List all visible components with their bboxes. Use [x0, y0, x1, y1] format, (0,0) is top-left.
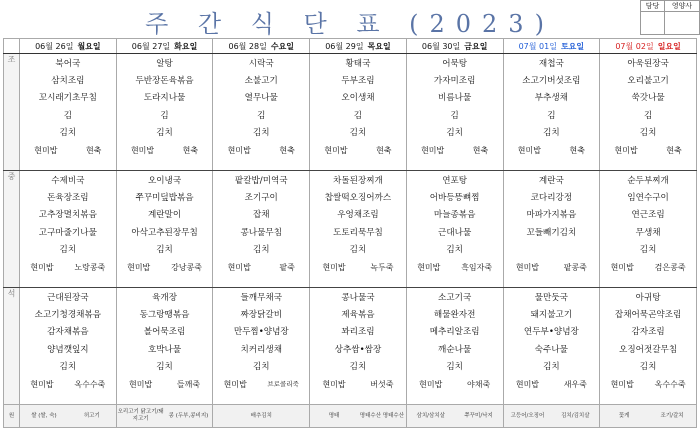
- menu-cell: [310, 288, 407, 405]
- day-header-thu: [310, 39, 407, 54]
- dish-item: 재첩국: [538, 59, 564, 69]
- day-header-mon: [20, 39, 117, 54]
- dish-item: 오이생채: [341, 93, 375, 104]
- origin-text: 허고기: [83, 412, 100, 419]
- dish-item: 육개장: [152, 293, 177, 303]
- dish-item: 메추리알조림: [429, 327, 480, 338]
- origin-cell-4: [310, 405, 407, 428]
- rice-line: [117, 259, 213, 276]
- dish-item: 시락국: [248, 59, 274, 69]
- dish-item: 두부조림: [341, 76, 375, 87]
- rice-line: [117, 142, 213, 159]
- dish-item: 열무나물: [244, 93, 278, 104]
- origin-text: 삼치/삼치살: [416, 412, 445, 419]
- day-header-row: [4, 39, 697, 54]
- menu-cell: [503, 171, 600, 288]
- menu-cell: [503, 288, 600, 405]
- day-date: 06월 27일: [131, 41, 171, 51]
- dish-item: 볼어묵조림: [143, 327, 186, 338]
- menu-cell: [600, 171, 697, 288]
- rice-line: [310, 376, 406, 393]
- origin-cell-3: [213, 405, 310, 428]
- rice-line: [213, 259, 309, 276]
- menu-cell: [20, 171, 117, 288]
- origin-text: 쌀 (쌀, 숙): [31, 412, 57, 419]
- rice-item: 현미밥: [417, 262, 441, 272]
- rice-item: 현미밥: [34, 145, 58, 155]
- dish-item: 김: [257, 110, 266, 121]
- dish-item: 치커리생채: [240, 344, 283, 355]
- dish-item: 오리불고기: [627, 76, 669, 87]
- day-date: 06월 30일: [421, 41, 461, 51]
- dish-item: 동그랑땡볶음: [139, 310, 190, 321]
- side-item: 검은콩죽: [654, 262, 686, 272]
- dish-item: 김치: [639, 244, 657, 255]
- origin-text: 명태: [328, 412, 340, 419]
- approval-box: [640, 0, 700, 35]
- dish-item: 오징어젓갈무침: [619, 344, 678, 355]
- day-date: 07월 02일: [615, 41, 654, 51]
- dish-item: 계란말이: [147, 210, 182, 221]
- rice-line: [504, 376, 600, 393]
- approval-label-1: 담당: [641, 1, 665, 12]
- dish-item: 김치: [543, 361, 560, 372]
- dish-item: 마파가지볶음: [526, 210, 577, 221]
- side-item: 버섯죽: [370, 379, 394, 389]
- approval-label-2: 영양사: [664, 1, 699, 12]
- dish-item: 연근조림: [631, 210, 665, 221]
- dish-item: 순두부찌개: [627, 176, 669, 186]
- dish-item: 김치: [156, 244, 173, 255]
- rice-item: 현미밥: [421, 145, 445, 155]
- side-item: 강낭콩죽: [171, 262, 202, 272]
- origin-text: 쭈꾸미/낙지: [464, 412, 493, 419]
- dish-item: 김치: [59, 361, 77, 372]
- weekly-menu-table: [3, 38, 697, 428]
- side-item: 브로콜리죽: [267, 379, 299, 388]
- dish-item: 김치: [252, 244, 270, 255]
- dish-item: 물만둣국: [534, 293, 568, 303]
- day-of-week: 금요일: [464, 41, 488, 51]
- menu-cell: [213, 54, 310, 171]
- dish-item: 양념깻잎지: [47, 344, 89, 355]
- rice-item: 현미밥: [419, 379, 443, 389]
- origin-cell-7: [600, 405, 697, 428]
- dish-item: 근대나물: [438, 227, 472, 238]
- rice-line: [20, 142, 116, 159]
- dish-item: 김치: [59, 127, 77, 138]
- menu-cell: [503, 54, 600, 171]
- dish-item: 상추쌈•쌈장: [334, 344, 382, 355]
- rice-line: [20, 259, 116, 276]
- origin-label: 원: [4, 405, 20, 428]
- dish-item: 제육볶음: [341, 310, 375, 321]
- dish-item: 근대된장국: [47, 293, 89, 303]
- dish-item: 조기구이: [244, 193, 278, 204]
- menu-cell: [310, 171, 407, 288]
- meal-label: 석: [4, 288, 20, 405]
- meal-label: 조: [4, 54, 20, 171]
- dish-item: 김치: [446, 127, 463, 138]
- dish-item: 팥칼밥/미역국: [234, 176, 288, 186]
- rice-line: [600, 142, 696, 159]
- dish-item: 호박나물: [147, 344, 182, 355]
- meal-row: [4, 171, 697, 288]
- dish-item: 임연수구이: [627, 193, 669, 204]
- dish-item: 콩나물무침: [240, 227, 283, 238]
- menu-cell: [20, 54, 117, 171]
- dish-item: 고구마줄기나물: [38, 227, 97, 238]
- menu-cell: [116, 171, 213, 288]
- origin-row: [4, 405, 697, 428]
- day-header-wed: [213, 39, 310, 54]
- day-date: 07월 01일: [518, 41, 557, 51]
- dish-item: 계란국: [538, 176, 564, 186]
- day-of-week: 월요일: [77, 41, 101, 51]
- dish-item: 꽈리조림: [341, 327, 375, 338]
- dish-item: 아삭고추된장무침: [131, 227, 198, 238]
- meal-row: [4, 54, 697, 171]
- dish-item: 연포탕: [442, 176, 468, 186]
- dish-item: 김: [353, 110, 363, 121]
- rice-item: 현미밥: [515, 262, 540, 272]
- dish-item: 무생채: [635, 227, 661, 238]
- menu-cell: [20, 288, 117, 405]
- dish-item: 김치: [639, 361, 657, 372]
- rice-item: 현미밥: [223, 379, 247, 389]
- dish-item: 만두찜•양념장: [233, 327, 289, 338]
- side-item: 옥수수죽: [654, 379, 686, 389]
- meal-label: 중: [4, 171, 20, 288]
- dish-item: 김: [547, 110, 556, 121]
- dish-item: 김: [160, 110, 169, 121]
- dish-item: 북어국: [55, 59, 81, 69]
- rice-line: [407, 259, 503, 276]
- dish-item: 감자채볶음: [47, 327, 89, 338]
- dish-item: 찹쌀떡오징어까스: [324, 193, 392, 204]
- rice-line: [600, 376, 696, 393]
- side-item: 팥콩죽: [563, 262, 587, 272]
- menu-cell: [116, 288, 213, 405]
- menu-cell: [406, 171, 503, 288]
- side-item: 현축: [569, 145, 585, 155]
- side-item: 들깨죽: [176, 379, 201, 389]
- menu-cell: [213, 288, 310, 405]
- rice-line: [213, 142, 309, 159]
- rice-item: 현미밥: [324, 145, 348, 155]
- day-of-week: 수요일: [270, 41, 295, 51]
- origin-cell-2: [116, 405, 213, 428]
- side-item: 노랑콩죽: [74, 262, 106, 272]
- origin-cell-1: [20, 405, 117, 428]
- origin-cell-5: [406, 405, 503, 428]
- origin-text: 꽃게: [618, 412, 630, 419]
- dish-item: 마늘종볶음: [433, 210, 476, 221]
- origin-text: 배추김치: [250, 412, 272, 419]
- menu-cell: [116, 54, 213, 171]
- origin-text: 조기/갈치: [660, 412, 684, 419]
- dish-item: 코다리강정: [530, 193, 573, 204]
- rice-item: 현미밥: [130, 145, 155, 155]
- dish-item: 소고기버섯조림: [522, 76, 581, 87]
- side-item: 옥수수죽: [74, 379, 106, 389]
- rice-item: 현미밥: [614, 145, 638, 155]
- dish-item: 숙주나물: [534, 344, 568, 355]
- day-header-sun: [600, 39, 697, 54]
- dish-item: 돈육장조림: [47, 193, 89, 204]
- side-item: 현축: [666, 145, 682, 155]
- dish-item: 꼬시래기초무침: [38, 93, 97, 104]
- day-date: 06월 26일: [35, 41, 74, 51]
- rice-item: 현미밥: [322, 379, 346, 389]
- day-header-tue: [116, 39, 213, 54]
- dish-item: 김치: [252, 361, 270, 372]
- dish-item: 도토리묵무침: [333, 227, 383, 238]
- rice-line: [504, 259, 600, 276]
- dish-item: 아욱된장국: [627, 59, 669, 69]
- dish-item: 소불고기: [244, 76, 278, 87]
- rice-item: 현미밥: [227, 262, 251, 272]
- dish-item: 잡채: [252, 210, 270, 221]
- rice-line: [407, 142, 503, 159]
- rice-item: 현미밥: [322, 262, 346, 272]
- origin-text: 고등어/오징어: [510, 412, 545, 419]
- rice-line: [117, 376, 213, 393]
- corner-cell: [4, 39, 20, 54]
- rice-item: 현미밥: [610, 379, 634, 389]
- menu-cell: [406, 54, 503, 171]
- dish-item: 해물완자전: [433, 310, 476, 321]
- dish-item: 김치: [156, 361, 173, 372]
- side-item: 현축: [472, 145, 489, 155]
- dish-item: 김치: [349, 361, 367, 372]
- side-item: 새우죽: [563, 379, 587, 389]
- rice-line: [310, 142, 406, 159]
- rice-line: [20, 376, 116, 393]
- rice-item: 현미밥: [515, 379, 540, 389]
- approval-sign-2: [664, 12, 699, 35]
- day-of-week: 토요일: [560, 41, 585, 51]
- dish-item: 김치: [446, 244, 463, 255]
- dish-item: 김치: [59, 244, 77, 255]
- dish-item: 알탕: [156, 59, 173, 69]
- dish-item: 김: [450, 110, 459, 121]
- dish-item: 김치: [349, 127, 367, 138]
- day-of-week: 화요일: [174, 41, 198, 51]
- dish-item: 돼지불고기: [530, 310, 573, 321]
- dish-item: 어묵탕: [442, 59, 468, 69]
- dish-item: 고추장멸치볶음: [38, 210, 97, 221]
- origin-text: 콩 (두부,콩비지): [168, 412, 209, 419]
- menu-body: [4, 54, 697, 405]
- menu-cell: [406, 288, 503, 405]
- dish-item: 깨순나물: [438, 344, 472, 355]
- dish-item: 아귀탕: [635, 293, 661, 303]
- menu-cell: [213, 171, 310, 288]
- dish-item: 소고기청경채볶음: [34, 310, 102, 321]
- dish-item: 들깨무채국: [240, 293, 283, 303]
- day-of-week: 목요일: [367, 41, 391, 51]
- rice-item: 현미밥: [30, 379, 54, 389]
- rice-line: [310, 259, 406, 276]
- rice-item: 현미밥: [127, 262, 151, 272]
- side-item: 현축: [279, 145, 295, 155]
- dish-item: 콩나물국: [341, 293, 375, 303]
- rice-line: [213, 376, 309, 393]
- dish-item: 김치: [156, 127, 173, 138]
- rice-item: 현미밥: [610, 262, 634, 272]
- rice-line: [407, 376, 503, 393]
- dish-item: [504, 242, 600, 259]
- dish-item: 김치: [446, 361, 463, 372]
- dish-item: 삼치조림: [51, 76, 85, 87]
- side-item: 현축: [376, 145, 392, 155]
- rice-line: [600, 259, 696, 276]
- dish-item: 도라지나물: [143, 93, 186, 104]
- dish-item: 쑥갓나물: [631, 93, 665, 104]
- menu-cell: [310, 54, 407, 171]
- dish-item: 두반장돈육볶음: [135, 76, 194, 87]
- origin-cell-6: [503, 405, 600, 428]
- dish-item: 김치: [252, 127, 270, 138]
- rice-item: 현미밥: [517, 145, 541, 155]
- dish-item: 우엉채조림: [337, 210, 379, 221]
- side-item: 팥죽: [279, 262, 295, 272]
- dish-item: 차돌된장찌개: [333, 176, 383, 186]
- day-date: 06월 29일: [325, 41, 364, 51]
- dish-item: 잡채어묵곤약조림: [614, 310, 682, 321]
- dish-item: 꼬들빼기김치: [526, 227, 577, 238]
- dish-item: 소고기국: [438, 293, 472, 303]
- dish-item: 연두부•양념장: [523, 327, 579, 338]
- side-item: 현축: [182, 145, 199, 155]
- rice-item: 현미밥: [129, 379, 153, 389]
- approval-sign-1: [641, 12, 665, 35]
- day-date: 06월 28일: [228, 41, 267, 51]
- rice-line: [504, 142, 600, 159]
- menu-cell: [600, 54, 697, 171]
- origin-text: 김치/김치살: [561, 412, 590, 419]
- side-item: 야채죽: [466, 379, 491, 389]
- dish-item: 비름나물: [438, 93, 472, 104]
- dish-item: 김: [643, 110, 653, 121]
- dish-item: 황태국: [345, 59, 371, 69]
- dish-item: 김: [63, 110, 72, 121]
- dish-item: 쭈꾸미덮밥볶음: [135, 193, 194, 204]
- dish-item: 오이냉국: [147, 176, 182, 186]
- dish-item: 어바등뜽뼈찜: [429, 193, 480, 204]
- rice-item: 현미밥: [227, 145, 251, 155]
- origin-text: 오리고기 닭고기/돼지고기: [117, 409, 164, 422]
- dish-item: 부추생채: [534, 93, 568, 104]
- side-item: 녹두죽: [370, 262, 394, 272]
- day-of-week: 일요일: [657, 41, 681, 51]
- dish-item: 가자미조림: [433, 76, 476, 87]
- dish-item: 짜장닭갈비: [240, 310, 283, 321]
- dish-item: 김치: [543, 127, 560, 138]
- side-item: 현축: [85, 145, 102, 155]
- day-header-sat: [503, 39, 600, 54]
- rice-item: 현미밥: [30, 262, 54, 272]
- menu-cell: [600, 288, 697, 405]
- meal-row: [4, 288, 697, 405]
- side-item: 흑임자죽: [461, 262, 493, 272]
- dish-item: 수제비국: [51, 176, 85, 186]
- dish-item: 김치: [639, 127, 657, 138]
- dish-item: 김치: [349, 244, 367, 255]
- day-header-fri: [406, 39, 503, 54]
- origin-text: 명태수산 명태수산: [359, 412, 405, 419]
- page-title: 주 간 식 단 표 (2023): [145, 10, 555, 38]
- dish-item: 감자조림: [631, 327, 665, 338]
